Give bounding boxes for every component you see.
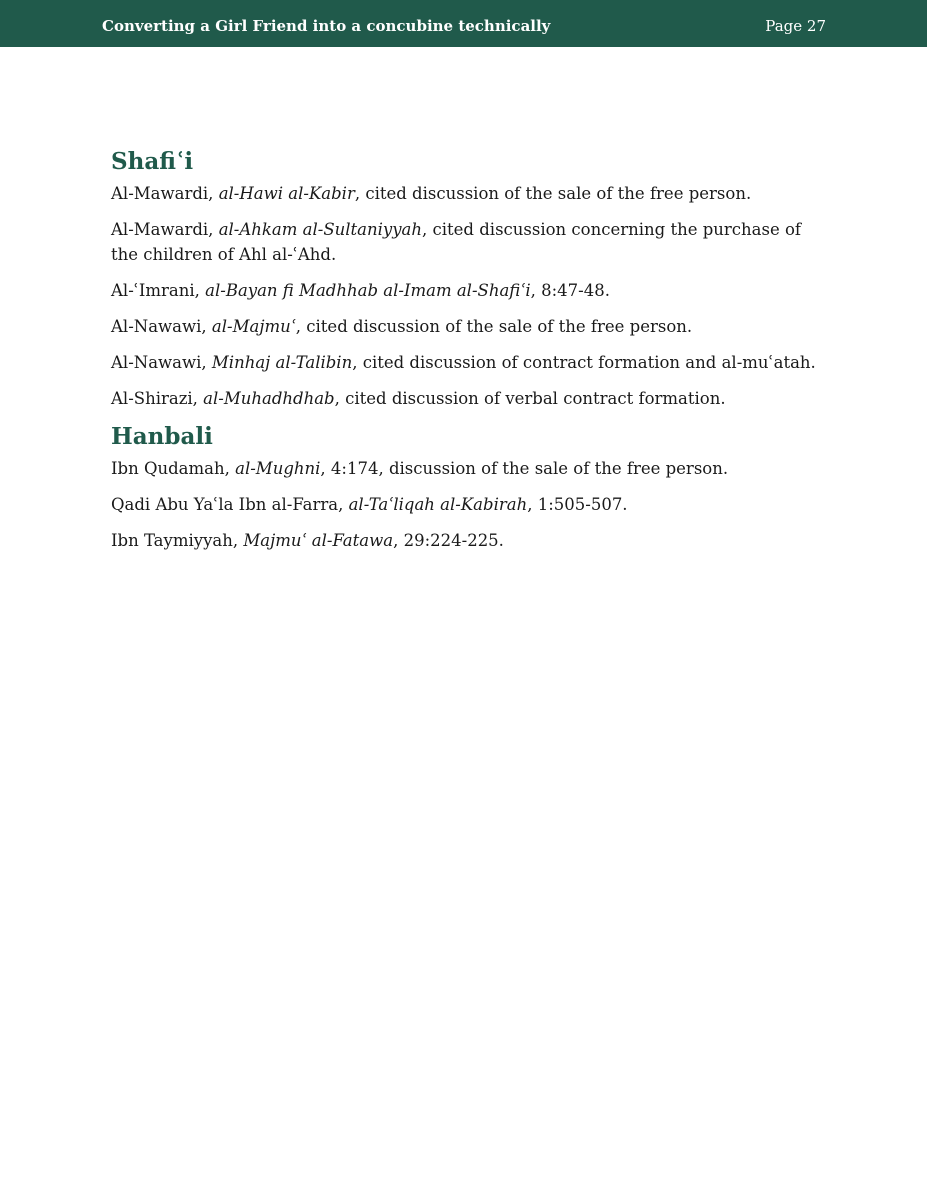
entry-author: Al-ʿImrani,: [111, 281, 206, 300]
entry-note: , 1:505-507.: [527, 495, 628, 514]
entry-work-title: al-Taʿliqah al-Kabirah: [348, 495, 528, 514]
section-heading: Shafiʿi: [111, 148, 194, 175]
entry-author: Al-Shirazi,: [111, 389, 204, 408]
bibliography-entry: [111, 456, 831, 481]
section-hanbali: [111, 422, 831, 553]
page-number: Page 27: [765, 17, 826, 35]
bibliography-entry: [111, 217, 831, 267]
page-content: [111, 147, 831, 564]
entry-note: , cited discussion of the sale of the free person.: [354, 184, 752, 203]
entry-work-title: al-Majmuʿ: [211, 317, 296, 336]
entry-author: Ibn Taymiyyah,: [111, 531, 244, 550]
entry-note: , cited discussion of verbal contract formation.: [334, 389, 726, 408]
section-heading: Hanbali: [111, 423, 213, 450]
entry-work-title: al-Mughni: [235, 459, 321, 478]
entry-work-title: al-Ahkam al-Sultaniyyah: [218, 220, 423, 239]
bibliography-entry: [111, 528, 831, 553]
entry-work-title: Minhaj al-Talibin: [211, 353, 353, 372]
entry-work-title: al-Muhadhdhab: [203, 389, 335, 408]
bibliography-entry: [111, 314, 831, 339]
section-shafii: [111, 147, 831, 411]
bibliography-entry: [111, 386, 831, 411]
entry-author: Qadi Abu Yaʿla Ibn al-Farra,: [111, 495, 349, 514]
bibliography-entry: [111, 278, 831, 303]
bibliography-entry: [111, 181, 831, 206]
running-title: Converting a Girl Friend into a concubine technically: [102, 17, 551, 35]
page-header: [0, 0, 927, 47]
entry-note: , cited discussion concerning the purchase of the children of Ahl al-ʿAhd.: [111, 220, 802, 264]
entry-author: Al-Nawawi,: [111, 353, 212, 372]
bibliography-entry: [111, 350, 831, 375]
entry-note: , cited discussion of the sale of the free person.: [295, 317, 693, 336]
entry-author: Al-Mawardi,: [111, 220, 219, 239]
entry-note: , cited discussion of contract formation and al-muʿatah.: [352, 353, 816, 372]
entry-work-title: Majmuʿ al-Fatawa: [243, 531, 394, 550]
entry-note: , 4:174, discussion of the sale of the free person.: [320, 459, 729, 478]
entry-work-title: al-Hawi al-Kabir: [218, 184, 355, 203]
bibliography-entry: [111, 492, 831, 517]
entry-author: Al-Nawawi,: [111, 317, 212, 336]
entry-work-title: al-Bayan fi Madhhab al-Imam al-Shafiʿi: [205, 281, 531, 300]
entry-note: , 8:47-48.: [530, 281, 610, 300]
entry-author: Ibn Qudamah,: [111, 459, 236, 478]
entry-note: , 29:224-225.: [393, 531, 504, 550]
entry-author: Al-Mawardi,: [111, 184, 219, 203]
